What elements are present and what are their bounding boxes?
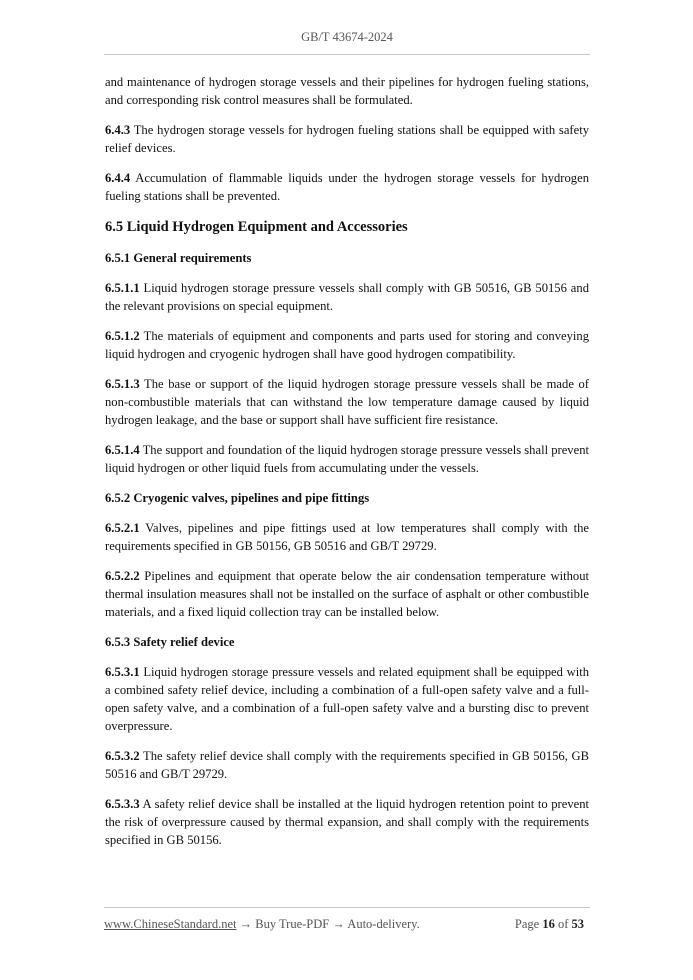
clause-6-5-2-2 bbox=[105, 567, 589, 621]
clause-6-5-3-3 bbox=[105, 795, 589, 849]
paragraph-continued bbox=[105, 73, 589, 109]
paragraph-text: and maintenance of hydrogen storage vessels and their pipelines for hydrogen fueling stations, and corresponding risk control measures shall be formulated. bbox=[105, 75, 589, 107]
clause-text: The hydrogen storage vessels for hydrogen fueling stations shall be equipped with safety relief devices. bbox=[105, 123, 589, 155]
current-page: 16 bbox=[542, 917, 555, 931]
clause-number: 6.5.3.2 bbox=[105, 749, 140, 763]
subsection-heading-6-5-3: 6.5.3 Safety relief device bbox=[105, 635, 235, 649]
page-content bbox=[105, 73, 589, 861]
clause-6-5-1-4 bbox=[105, 441, 589, 477]
clause-6-4-4 bbox=[105, 169, 589, 205]
clause-number: 6.5.1.2 bbox=[105, 329, 140, 343]
promo-text: → Buy True-PDF → Auto-delivery. bbox=[236, 917, 420, 931]
clause-text: Liquid hydrogen storage pressure vessels and related equipment shall be equipped with a combined safety relief device, including a combination of a full-open safety valve and a full-open safety valve, and a combination of a full-open safety valve and a bursting disc to prevent overpressure. bbox=[105, 665, 589, 733]
footer-promo bbox=[104, 917, 420, 932]
header-divider bbox=[104, 54, 590, 55]
clause-number: 6.5.1.3 bbox=[105, 377, 140, 391]
clause-text: A safety relief device shall be installed at the liquid hydrogen retention point to prevent the risk of overpressure caused by thermal expansion, and shall comply with the requirements specified in GB 50156. bbox=[105, 797, 589, 847]
clause-text: Valves, pipelines and pipe fittings used at low temperatures shall comply with the requirements specified in GB 50156, GB 50516 and GB/T 29729. bbox=[105, 521, 589, 553]
clause-text: Pipelines and equipment that operate below the air condensation temperature without thermal insulation measures shall not be installed on the surface of asphalt or other combustible materials, and a fixed liquid collection tray can be installed below. bbox=[105, 569, 589, 619]
clause-text: The support and foundation of the liquid hydrogen storage pressure vessels shall prevent liquid hydrogen or other liquid fuels from accumulating under the vessels. bbox=[105, 443, 589, 475]
clause-text: The safety relief device shall comply with the requirements specified in GB 50156, GB 50516 and GB/T 29729. bbox=[105, 749, 589, 781]
total-pages: 53 bbox=[571, 917, 584, 931]
clause-number: 6.4.4 bbox=[105, 171, 131, 185]
clause-number: 6.5.2.2 bbox=[105, 569, 140, 583]
clause-text: Liquid hydrogen storage pressure vessels shall comply with GB 50516, GB 50156 and the relevant provisions on special equipment. bbox=[105, 281, 589, 313]
clause-text: The materials of equipment and components and parts used for storing and conveying liquid hydrogen and cryogenic hydrogen shall have good hydrogen compatibility. bbox=[105, 329, 589, 361]
site-link[interactable]: www.ChineseStandard.net bbox=[104, 917, 237, 931]
section-heading-6-5: 6.5 Liquid Hydrogen Equipment and Accessories bbox=[105, 219, 408, 235]
subsection-heading-6-5-2: 6.5.2 Cryogenic valves, pipelines and pipe fittings bbox=[105, 491, 370, 505]
clause-6-4-3 bbox=[105, 121, 589, 157]
clause-6-5-1-3 bbox=[105, 375, 589, 429]
clause-number: 6.5.1.1 bbox=[105, 281, 140, 295]
clause-6-5-2-1 bbox=[105, 519, 589, 555]
clause-6-5-1-1 bbox=[105, 279, 589, 315]
clause-number: 6.5.3.1 bbox=[105, 665, 140, 679]
page-number: Page 16 of 53 bbox=[514, 917, 584, 931]
clause-number: 6.4.3 bbox=[105, 123, 131, 137]
footer-divider bbox=[104, 907, 590, 908]
clause-number: 6.5.3.3 bbox=[105, 797, 140, 811]
page-header: GB/T 43674-2024 bbox=[301, 30, 393, 44]
subsection-heading-6-5-1: 6.5.1 General requirements bbox=[105, 251, 252, 265]
clause-6-5-3-2 bbox=[105, 747, 589, 783]
clause-number: 6.5.2.1 bbox=[105, 521, 140, 535]
clause-text: The base or support of the liquid hydrogen storage pressure vessels shall be made of non-combustible materials that can withstand the low temperature damage caused by liquid hydrogen leakage, and the base or support shall have sufficient fire resistance. bbox=[105, 377, 589, 427]
clause-6-5-3-1 bbox=[105, 663, 589, 735]
clause-6-5-1-2 bbox=[105, 327, 589, 363]
clause-text: Accumulation of flammable liquids under the hydrogen storage vessels for hydrogen fueling stations shall be prevented. bbox=[105, 171, 589, 203]
clause-number: 6.5.1.4 bbox=[105, 443, 140, 457]
